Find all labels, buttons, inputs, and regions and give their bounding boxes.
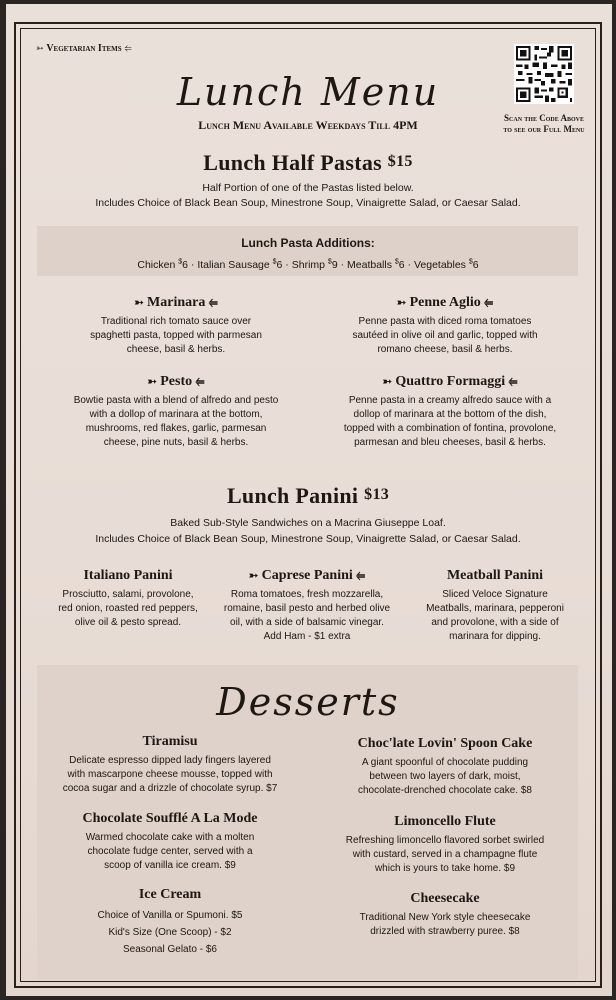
- panini-item-meatball: [410, 568, 580, 644]
- panini-subtitle: Baked Sub-Style Sandwiches on a Macrina Giuseppe Loaf.: [170, 517, 446, 529]
- pasta-item-pesto: [56, 374, 296, 450]
- item-desc: Delicate espresso dipped lady fingers layered with mascarpone cheese mousse, topped with cocoa sugar and a drizzle of chocolate syrup. $7: [62, 755, 278, 794]
- item-title: ➳ Quattro Formaggi ⥢: [382, 374, 518, 389]
- panini-item-caprese: [212, 568, 402, 644]
- vegetarian-arrows-icon: ⥢: [124, 43, 132, 53]
- item-title: Italiano Panini: [83, 568, 173, 583]
- item-desc: Penne pasta in a creamy alfredo sauce with a dollop of marinara at the bottom of the dish, topped with a combination of fontina, provolone, parmesan and bleu cheeses, basil & herbs.: [343, 395, 557, 448]
- vegetarian-arrows-icon: ➳: [396, 297, 407, 309]
- vegetarian-legend: ➳ Vegetarian Items ⥢: [36, 43, 132, 54]
- addition-item: Shrimp $9: [291, 258, 338, 271]
- page-title: Lunch Menu: [176, 70, 440, 114]
- item-desc: Penne pasta with diced roma tomatoes sautéed in olive oil and garlic, topped with romano cheese, basil & herbs.: [352, 316, 538, 355]
- item-desc: Bowtie pasta with a blend of alfredo and pesto with a dollop of marinara at the bottom, mushrooms, red flakes, garlic, parmesan cheese, pine nuts, basil & herbs.: [73, 395, 279, 448]
- pastas-subtitle: Half Portion of one of the Pastas listed below.: [202, 182, 414, 194]
- separator-dot: ·: [337, 258, 348, 271]
- item-desc: Refreshing limoncello flavored sorbet swirled with custard, served in a champagne flute which is yours to take home. $9: [345, 835, 545, 874]
- item-desc: Warmed chocolate cake with a molten chocolate fudge center, served with a scoop of vanilla ice cream. $9: [85, 832, 255, 871]
- dessert-item-limoncello: [325, 814, 565, 876]
- item-title: ➳ Pesto ⥢: [147, 374, 205, 389]
- vegetarian-arrows-icon: ➳: [248, 570, 259, 582]
- addition-item: Italian Sausage $6: [197, 258, 283, 271]
- dessert-item-souffle: [40, 811, 300, 873]
- additions-list: [40, 255, 576, 272]
- separator-dot: ·: [282, 258, 292, 271]
- separator-dot: ·: [404, 258, 414, 271]
- item-desc: Roma tomatoes, fresh mozzarella, romaine, basil pesto and herbed olive oil, with a side of balsamic vinegar. Add Ham - $1 extra: [223, 589, 391, 642]
- item-title: ➳ Marinara ⥢: [134, 295, 218, 310]
- vegetarian-arrows-icon: ⥢: [508, 376, 518, 388]
- pastas-includes: Includes Choice of Black Bean Soup, Minestrone Soup, Vinaigrette Salad, or Caesar Salad.: [95, 197, 521, 209]
- panini-item-italiano: [38, 568, 218, 630]
- panini-includes: Includes Choice of Black Bean Soup, Minestrone Soup, Vinaigrette Salad, or Caesar Salad.: [95, 533, 521, 545]
- item-title: Ice Cream: [138, 887, 202, 902]
- vegetarian-arrows-icon: ⥢: [195, 376, 205, 388]
- addition-item: Chicken $6: [137, 258, 188, 271]
- item-desc: A giant spoonful of chocolate pudding between two layers of dark, moist, chocolate-drenched chocolate cake. $8: [357, 757, 532, 796]
- vegetarian-arrows-icon: ➳: [36, 43, 44, 53]
- lunch-availability: Lunch Menu Available Weekdays Till 4PM: [198, 118, 418, 132]
- item-title: Chocolate Soufflé A La Mode: [82, 811, 258, 826]
- item-title: Choc'late Lovin' Spoon Cake: [357, 736, 533, 751]
- dessert-item-ice-cream: [40, 887, 300, 958]
- pastas-heading: Lunch Half Pastas $15: [203, 150, 413, 175]
- item-title: Limoncello Flute: [394, 814, 496, 829]
- pasta-item-marinara: [56, 295, 296, 357]
- item-desc: Sliced Veloce Signature Meatballs, marinara, pepperoni and provolone, with a side of marinara for dipping.: [426, 589, 564, 642]
- item-title: Cheesecake: [410, 891, 480, 906]
- item-desc: Choice of Vanilla or Spumoni. $5 Kid's Size (One Scoop) - $2 Seasonal Gelato - $6: [97, 910, 243, 955]
- vegetarian-arrows-icon: ⥢: [484, 297, 494, 309]
- vegetarian-arrows-icon: ➳: [134, 297, 144, 309]
- item-title: ➳ Caprese Panini ⥢: [248, 568, 366, 583]
- item-title: ➳ Penne Aglio ⥢: [396, 295, 494, 310]
- addition-item: Vegetables $6: [413, 258, 479, 271]
- vegetarian-arrows-icon: ➳: [382, 376, 392, 388]
- desserts-heading: Desserts: [216, 680, 400, 724]
- vegetarian-arrows-icon: ➳: [147, 376, 157, 388]
- item-title: Meatball Panini: [446, 568, 544, 583]
- separator-dot: ·: [187, 258, 198, 271]
- dessert-item-spoon-cake: [325, 736, 565, 798]
- vegetarian-arrows-icon: ⥢: [208, 297, 218, 309]
- item-title: Tiramisu: [142, 734, 198, 749]
- item-desc: Traditional New York style cheesecake drizzled with strawberry puree. $8: [359, 912, 531, 937]
- pasta-item-quattro-formaggi: [320, 374, 580, 450]
- qr-code-icon[interactable]: [514, 44, 574, 104]
- vegetarian-arrows-icon: ⥢: [356, 570, 366, 582]
- panini-heading: Lunch Panini $13: [226, 483, 390, 508]
- additions-title: Lunch Pasta Additions:: [241, 236, 375, 250]
- addition-item: Meatballs $6: [347, 258, 405, 271]
- qr-caption: Scan the Code Above to see our Full Menu: [503, 113, 585, 134]
- item-desc: Prosciutto, salami, provolone, red onion, roasted red peppers, olive oil & pesto spread.: [58, 589, 198, 628]
- dessert-item-tiramisu: [40, 734, 300, 796]
- item-desc: Traditional rich tomato sauce over spaghetti pasta, topped with parmesan cheese, basil & herbs.: [90, 316, 262, 355]
- pasta-item-penne-aglio: [320, 295, 570, 357]
- dessert-item-cheesecake: [325, 891, 565, 939]
